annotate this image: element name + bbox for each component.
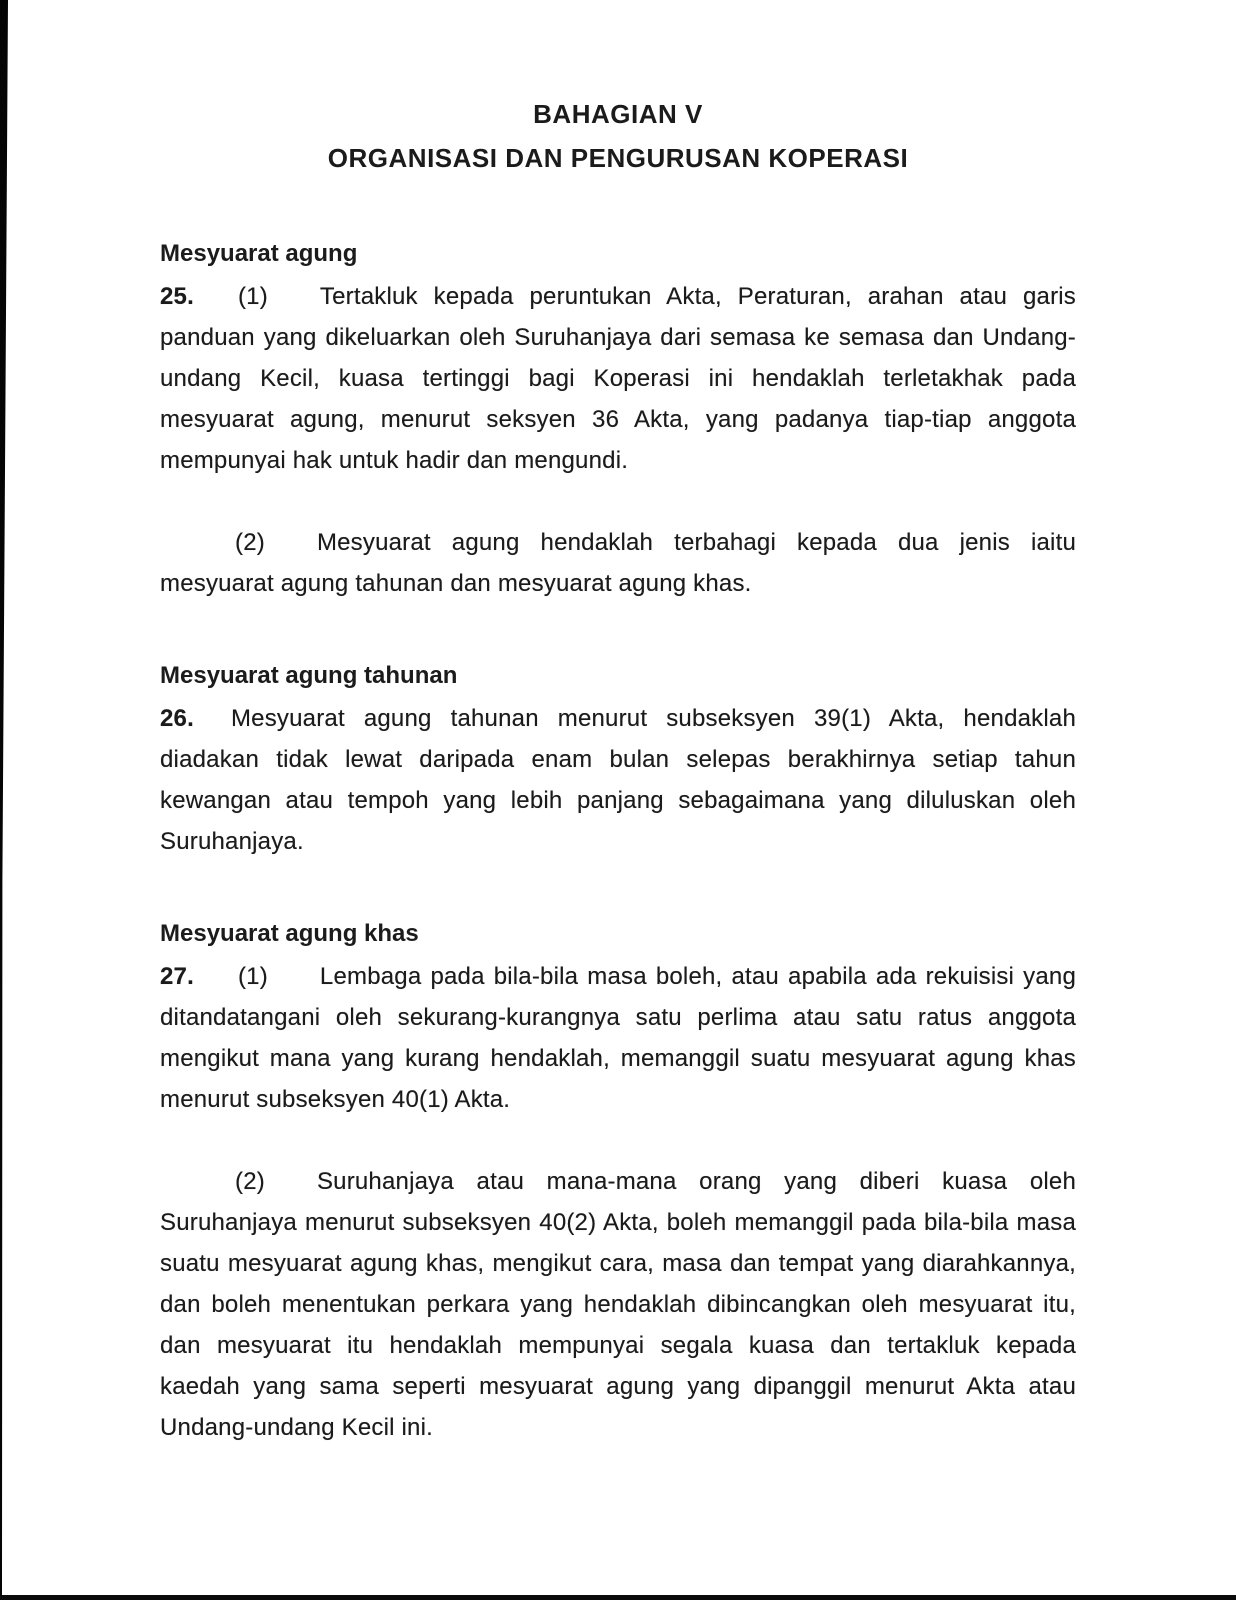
clause-text: Suruhanjaya atau mana-mana orang yang diberi kuasa oleh Suruhanjaya menurut subseksyen 40(2) Akta, boleh memanggil pada bila-bila masa suatu mesyuarat agung khas, mengikut cara, masa dan tempat yang diarahkannya, dan boleh menentukan perkara yang hendaklah dibincangkan oleh mesyuarat itu, dan mesyuarat itu hendaklah mempunyai segala kuasa dan tertakluk kepada kaedah yang sama seperti mesyuarat agung yang dipanggil menurut Akta atau Undang-undang Kecil ini.: [160, 1168, 1076, 1441]
clause-number: 25.: [160, 283, 194, 310]
clause-text: Mesyuarat agung tahunan menurut subseksyen 39(1) Akta, hendaklah diadakan tidak lewat daripada enam bulan selepas berakhirnya setiap tahun kewangan atau tempoh yang lebih panjang sebagaimana yang diluluskan oleh Suruhanjaya.: [160, 705, 1076, 855]
clause-27-1: [160, 956, 1076, 1120]
clause-25-1: [160, 276, 1076, 481]
clause-text: Mesyuarat agung hendaklah terbahagi kepada dua jenis iaitu mesyuarat agung tahunan dan mesyuarat agung khas.: [160, 529, 1076, 597]
spacer: [265, 549, 317, 550]
clause-text: Lembaga pada bila-bila masa boleh, atau apabila ada rekuisisi yang ditandatangani oleh sekurang-kurangnya satu perlima atau satu ratus anggota mengikut mana yang kurang hendaklah, memanggil suatu mesyuarat agung khas menurut subseksyen 40(1) Akta.: [160, 963, 1076, 1113]
clause-27-2: [160, 1161, 1076, 1448]
document-header: [160, 96, 1076, 176]
part-subtitle: ORGANISASI DAN PENGURUSAN KOPERASI: [327, 143, 909, 173]
clause-subnumber: (1): [237, 963, 268, 990]
section-mesyuarat-agung: [160, 234, 1076, 604]
spacer: [194, 983, 238, 984]
clause-text: Tertakluk kepada peruntukan Akta, Peraturan, arahan atau garis panduan yang dikeluarkan oleh Suruhanjaya dari semasa ke semasa dan Undang-undang Kecil, kuasa tertinggi bagi Koperasi ini hendaklah terletakhak pada mesyuarat agung, menurut seksyen 36 Akta, yang padanya tiap-tiap anggota mempunyai hak untuk hadir dan mengundi.: [160, 283, 1076, 474]
spacer: [268, 983, 320, 984]
clause-subnumber: (1): [237, 283, 268, 310]
section-heading: Mesyuarat agung tahunan: [160, 662, 458, 689]
spacer: [194, 725, 231, 726]
section-mesyuarat-agung-tahunan: [160, 656, 1076, 862]
clause-subnumber: (2): [235, 1168, 265, 1195]
spacer: [268, 303, 320, 304]
section-mesyuarat-agung-khas: [160, 914, 1076, 1448]
clause-26: [160, 698, 1076, 862]
part-title: BAHAGIAN V: [533, 99, 703, 129]
clause-number: 27.: [160, 963, 194, 990]
spacer: [194, 303, 238, 304]
spacer: [265, 1188, 317, 1189]
clause-subnumber: (2): [235, 529, 265, 556]
clause-25-2: [160, 522, 1076, 604]
clause-number: 26.: [160, 705, 194, 732]
scan-artifact-bottom-edge: [0, 1595, 1236, 1600]
section-heading: Mesyuarat agung khas: [160, 920, 419, 947]
scan-artifact-left-edge: [0, 0, 8, 1600]
document-content: [160, 96, 1076, 1448]
section-heading: Mesyuarat agung: [160, 240, 358, 267]
